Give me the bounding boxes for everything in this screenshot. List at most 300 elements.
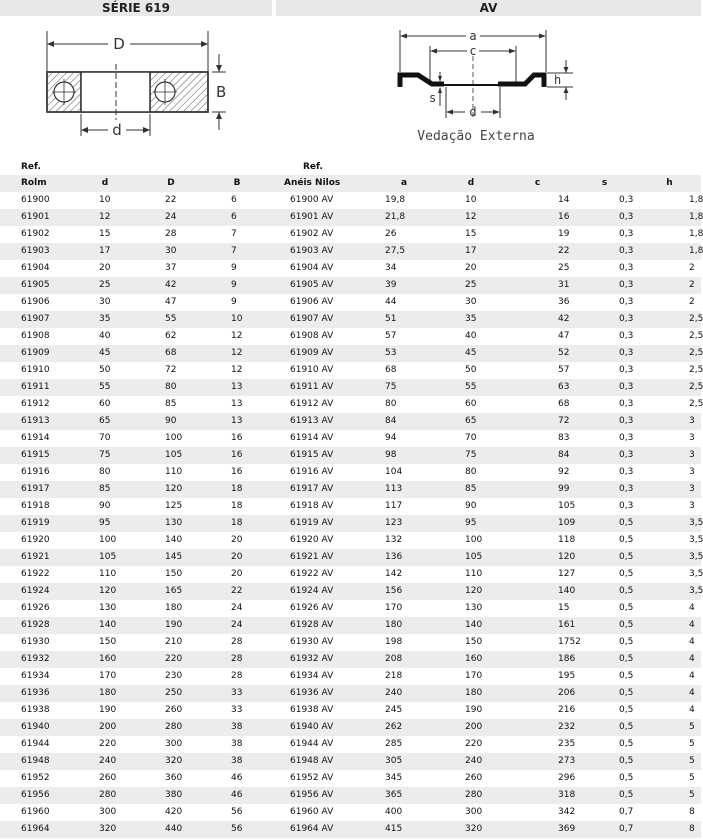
cell-a: 117 xyxy=(385,501,403,511)
cell-B: 13 xyxy=(231,416,243,426)
table-row xyxy=(0,736,701,753)
cell-d-seal: 150 xyxy=(465,637,483,647)
cell-a: 345 xyxy=(385,773,403,783)
cell-aneis-nilos: 61938 AV xyxy=(290,705,334,715)
cell-aneis-nilos: 61944 AV xyxy=(290,739,334,749)
cell-B: 16 xyxy=(231,467,243,477)
cell-aneis-nilos: 61960 AV xyxy=(290,807,334,817)
cell-c: 68 xyxy=(558,399,570,409)
cell-d-seal: 130 xyxy=(465,603,483,613)
cell-rolm: 61960 xyxy=(21,807,50,817)
cell-s: 0,3 xyxy=(619,246,634,256)
cell-rolm: 61905 xyxy=(21,280,50,290)
cell-aneis-nilos: 61952 AV xyxy=(290,773,334,783)
cell-aneis-nilos: 61907 AV xyxy=(290,314,334,324)
cell-B: 7 xyxy=(231,229,237,239)
table-row xyxy=(0,515,701,532)
cell-s: 0,3 xyxy=(619,365,634,375)
cell-B: 9 xyxy=(231,297,237,307)
cell-aneis-nilos: 61919 AV xyxy=(290,518,334,528)
cell-d: 50 xyxy=(99,365,111,375)
label-B: B xyxy=(216,83,227,101)
cell-a: 208 xyxy=(385,654,403,664)
cell-rolm: 61924 xyxy=(21,586,50,596)
cell-aneis-nilos: 61928 AV xyxy=(290,620,334,630)
col-header-B: B xyxy=(204,175,270,192)
cell-rolm: 61902 xyxy=(21,229,50,239)
cell-h: 5 xyxy=(689,756,695,766)
cell-a: 80 xyxy=(385,399,397,409)
table-row xyxy=(0,702,701,719)
cell-D: 420 xyxy=(165,807,183,817)
cell-h: 1,8 xyxy=(689,246,703,256)
cell-h: 2,5 xyxy=(689,348,703,358)
cell-h: 4 xyxy=(689,705,695,715)
cell-rolm: 61908 xyxy=(21,331,50,341)
cell-a: 27,5 xyxy=(385,246,406,256)
cell-c: 186 xyxy=(558,654,576,664)
cell-a: 53 xyxy=(385,348,397,358)
cell-B: 38 xyxy=(231,739,243,749)
table-row xyxy=(0,617,701,634)
cell-c: 1752 xyxy=(558,637,581,647)
cell-aneis-nilos: 61956 AV xyxy=(290,790,334,800)
cell-B: 16 xyxy=(231,433,243,443)
cell-D: 260 xyxy=(165,705,183,715)
cell-D: 42 xyxy=(165,280,177,290)
cell-D: 210 xyxy=(165,637,183,647)
cell-h: 4 xyxy=(689,637,695,647)
cell-d: 75 xyxy=(99,450,111,460)
cell-h: 5 xyxy=(689,739,695,749)
cell-B: 12 xyxy=(231,365,243,375)
cell-d: 95 xyxy=(99,518,111,528)
cell-d: 45 xyxy=(99,348,111,358)
cell-rolm: 61919 xyxy=(21,518,50,528)
cell-a: 240 xyxy=(385,688,403,698)
cell-B: 33 xyxy=(231,688,243,698)
cell-d-seal: 200 xyxy=(465,722,483,732)
cell-d-seal: 55 xyxy=(465,382,477,392)
cell-s: 0,5 xyxy=(619,620,634,630)
cell-a: 305 xyxy=(385,756,403,766)
cell-h: 8 xyxy=(689,807,695,817)
cell-aneis-nilos: 61932 AV xyxy=(290,654,334,664)
cell-d: 150 xyxy=(99,637,117,647)
cell-c: 140 xyxy=(558,586,576,596)
cell-B: 56 xyxy=(231,807,243,817)
cell-B: 9 xyxy=(231,280,237,290)
cell-aneis-nilos: 61920 AV xyxy=(290,535,334,545)
cell-aneis-nilos: 61913 AV xyxy=(290,416,334,426)
cell-aneis-nilos: 61901 AV xyxy=(290,212,334,222)
cell-a: 84 xyxy=(385,416,397,426)
cell-s: 0,3 xyxy=(619,501,634,511)
cell-a: 400 xyxy=(385,807,403,817)
cell-D: 150 xyxy=(165,569,183,579)
table-row xyxy=(0,345,701,362)
cell-rolm: 61936 xyxy=(21,688,50,698)
cell-d: 90 xyxy=(99,501,111,511)
cell-d-seal: 120 xyxy=(465,586,483,596)
cell-D: 22 xyxy=(165,195,177,205)
cell-d-seal: 180 xyxy=(465,688,483,698)
table-row xyxy=(0,651,701,668)
cell-a: 104 xyxy=(385,467,403,477)
cell-s: 0,3 xyxy=(619,433,634,443)
cell-D: 28 xyxy=(165,229,177,239)
cell-B: 18 xyxy=(231,501,243,511)
cell-rolm: 61901 xyxy=(21,212,50,222)
cell-D: 145 xyxy=(165,552,183,562)
cell-rolm: 61916 xyxy=(21,467,50,477)
cell-B: 46 xyxy=(231,790,243,800)
cell-h: 3 xyxy=(689,416,695,426)
cell-D: 68 xyxy=(165,348,177,358)
cell-d: 140 xyxy=(99,620,117,630)
table-row xyxy=(0,192,701,209)
cell-D: 190 xyxy=(165,620,183,630)
cell-B: 38 xyxy=(231,722,243,732)
cell-aneis-nilos: 61914 AV xyxy=(290,433,334,443)
cell-d: 85 xyxy=(99,484,111,494)
table-row xyxy=(0,685,701,702)
cell-s: 0,3 xyxy=(619,348,634,358)
cell-aneis-nilos: 61916 AV xyxy=(290,467,334,477)
cell-s: 0,3 xyxy=(619,382,634,392)
cell-d: 220 xyxy=(99,739,117,749)
cell-d-seal: 80 xyxy=(465,467,477,477)
cell-B: 24 xyxy=(231,620,243,630)
table-row xyxy=(0,821,701,838)
cell-d: 105 xyxy=(99,552,117,562)
cell-aneis-nilos: 61908 AV xyxy=(290,331,334,341)
cell-d: 320 xyxy=(99,824,117,834)
table-row xyxy=(0,362,701,379)
cell-d: 55 xyxy=(99,382,111,392)
cell-d: 110 xyxy=(99,569,117,579)
cell-B: 9 xyxy=(231,263,237,273)
cell-aneis-nilos: 61948 AV xyxy=(290,756,334,766)
cell-a: 75 xyxy=(385,382,397,392)
cell-d-seal: 240 xyxy=(465,756,483,766)
cell-c: 83 xyxy=(558,433,570,443)
cell-D: 300 xyxy=(165,739,183,749)
cell-d-seal: 75 xyxy=(465,450,477,460)
cell-h: 2 xyxy=(689,263,695,273)
cell-B: 13 xyxy=(231,382,243,392)
cell-c: 25 xyxy=(558,263,570,273)
table-group-header-row xyxy=(0,160,701,175)
cell-h: 2 xyxy=(689,297,695,307)
cell-aneis-nilos: 61903 AV xyxy=(290,246,334,256)
label-s: s xyxy=(429,91,437,105)
cell-aneis-nilos: 61930 AV xyxy=(290,637,334,647)
cell-D: 280 xyxy=(165,722,183,732)
cell-B: 18 xyxy=(231,518,243,528)
cell-D: 130 xyxy=(165,518,183,528)
cell-d-seal: 100 xyxy=(465,535,483,545)
table-row xyxy=(0,311,701,328)
cell-B: 10 xyxy=(231,314,243,324)
label-D: D xyxy=(113,35,125,53)
cell-s: 0,3 xyxy=(619,399,634,409)
cell-a: 142 xyxy=(385,569,403,579)
cell-rolm: 61938 xyxy=(21,705,50,715)
cell-d: 100 xyxy=(99,535,117,545)
cell-h: 3 xyxy=(689,484,695,494)
cell-B: 24 xyxy=(231,603,243,613)
table-row xyxy=(0,464,701,481)
table-row xyxy=(0,328,701,345)
cell-D: 100 xyxy=(165,433,183,443)
cell-h: 3 xyxy=(689,433,695,443)
table-row xyxy=(0,770,701,787)
seal-caption: Vedação Externa xyxy=(417,129,535,144)
cell-a: 262 xyxy=(385,722,403,732)
cell-s: 0,3 xyxy=(619,263,634,273)
cell-d: 240 xyxy=(99,756,117,766)
cell-d: 260 xyxy=(99,773,117,783)
cell-s: 0,3 xyxy=(619,280,634,290)
cell-d-seal: 160 xyxy=(465,654,483,664)
cell-d-seal: 12 xyxy=(465,212,477,222)
seal-diagram xyxy=(388,24,588,148)
cell-d-seal: 280 xyxy=(465,790,483,800)
cell-rolm: 61934 xyxy=(21,671,50,681)
cell-rolm: 61909 xyxy=(21,348,50,358)
cell-rolm: 61917 xyxy=(21,484,50,494)
cell-aneis-nilos: 61915 AV xyxy=(290,450,334,460)
cell-D: 62 xyxy=(165,331,177,341)
cell-a: 34 xyxy=(385,263,397,273)
cell-s: 0,3 xyxy=(619,229,634,239)
table-row xyxy=(0,804,701,821)
cell-D: 72 xyxy=(165,365,177,375)
cell-B: 46 xyxy=(231,773,243,783)
cell-c: 19 xyxy=(558,229,570,239)
cell-aneis-nilos: 61934 AV xyxy=(290,671,334,681)
cell-d: 15 xyxy=(99,229,111,239)
cell-s: 0,3 xyxy=(619,212,634,222)
cell-d-seal: 95 xyxy=(465,518,477,528)
cell-c: 216 xyxy=(558,705,576,715)
cell-s: 0,5 xyxy=(619,552,634,562)
cell-B: 22 xyxy=(231,586,243,596)
cell-h: 1,8 xyxy=(689,195,703,205)
cell-s: 0,5 xyxy=(619,654,634,664)
cell-c: 36 xyxy=(558,297,570,307)
cell-d: 65 xyxy=(99,416,111,426)
table-row xyxy=(0,719,701,736)
cell-B: 18 xyxy=(231,484,243,494)
cell-d: 190 xyxy=(99,705,117,715)
cell-h: 3 xyxy=(689,501,695,511)
cell-c: 161 xyxy=(558,620,576,630)
col-header-s: s xyxy=(571,175,638,192)
cell-h: 4 xyxy=(689,688,695,698)
cell-a: 98 xyxy=(385,450,397,460)
table-row xyxy=(0,498,701,515)
bearing-diagram xyxy=(30,24,230,148)
cell-d-seal: 300 xyxy=(465,807,483,817)
cell-d: 35 xyxy=(99,314,111,324)
cell-d: 17 xyxy=(99,246,111,256)
cell-c: 84 xyxy=(558,450,570,460)
cell-d: 70 xyxy=(99,433,111,443)
cell-c: 72 xyxy=(558,416,570,426)
cell-d: 170 xyxy=(99,671,117,681)
cell-D: 250 xyxy=(165,688,183,698)
cell-d-seal: 320 xyxy=(465,824,483,834)
cell-a: 19,8 xyxy=(385,195,406,205)
cell-d-seal: 260 xyxy=(465,773,483,783)
group-header-rolm: Ref. xyxy=(0,160,72,175)
cell-d-seal: 90 xyxy=(465,501,477,511)
col-header-D: D xyxy=(138,175,204,192)
cell-s: 0,5 xyxy=(619,518,634,528)
cell-D: 230 xyxy=(165,671,183,681)
cell-d-seal: 60 xyxy=(465,399,477,409)
table-row xyxy=(0,532,701,549)
cell-c: 120 xyxy=(558,552,576,562)
cell-s: 0,7 xyxy=(619,807,634,817)
cell-d: 10 xyxy=(99,195,111,205)
cell-c: 273 xyxy=(558,756,576,766)
cell-a: 68 xyxy=(385,365,397,375)
col-header-rolm: Rolm xyxy=(0,175,72,192)
label-c: c xyxy=(469,44,477,58)
cell-d-seal: 20 xyxy=(465,263,477,273)
cell-d: 60 xyxy=(99,399,111,409)
cell-d: 30 xyxy=(99,297,111,307)
cell-s: 0,5 xyxy=(619,722,634,732)
cell-d-seal: 140 xyxy=(465,620,483,630)
label-d-seal: d xyxy=(469,105,477,119)
cell-s: 0,5 xyxy=(619,705,634,715)
table-row xyxy=(0,447,701,464)
cell-c: 369 xyxy=(558,824,576,834)
cell-d: 300 xyxy=(99,807,117,817)
cell-a: 415 xyxy=(385,824,403,834)
table-row xyxy=(0,787,701,804)
cell-a: 39 xyxy=(385,280,397,290)
cell-B: 20 xyxy=(231,552,243,562)
cell-a: 44 xyxy=(385,297,397,307)
cell-D: 440 xyxy=(165,824,183,834)
cell-c: 232 xyxy=(558,722,576,732)
cell-c: 42 xyxy=(558,314,570,324)
cell-aneis-nilos: 61924 AV xyxy=(290,586,334,596)
cell-c: 206 xyxy=(558,688,576,698)
cell-d: 12 xyxy=(99,212,111,222)
cell-a: 245 xyxy=(385,705,403,715)
cell-c: 105 xyxy=(558,501,576,511)
cell-h: 5 xyxy=(689,722,695,732)
table-row xyxy=(0,634,701,651)
cell-c: 15 xyxy=(558,603,570,613)
cell-c: 99 xyxy=(558,484,570,494)
table-row xyxy=(0,277,701,294)
cell-s: 0,5 xyxy=(619,773,634,783)
cell-a: 198 xyxy=(385,637,403,647)
cell-a: 113 xyxy=(385,484,403,494)
cell-s: 0,3 xyxy=(619,467,634,477)
cell-D: 125 xyxy=(165,501,183,511)
cell-D: 37 xyxy=(165,263,177,273)
table-row xyxy=(0,583,701,600)
table-row xyxy=(0,379,701,396)
cell-a: 180 xyxy=(385,620,403,630)
table-row xyxy=(0,209,701,226)
cell-h: 4 xyxy=(689,654,695,664)
cell-D: 30 xyxy=(165,246,177,256)
col-header-d: d xyxy=(72,175,138,192)
cell-rolm: 61910 xyxy=(21,365,50,375)
cell-aneis-nilos: 61964 AV xyxy=(290,824,334,834)
cell-s: 0,5 xyxy=(619,569,634,579)
cell-B: 6 xyxy=(231,212,237,222)
cell-c: 63 xyxy=(558,382,570,392)
cell-D: 380 xyxy=(165,790,183,800)
cell-c: 109 xyxy=(558,518,576,528)
cell-d: 20 xyxy=(99,263,111,273)
cell-d-seal: 10 xyxy=(465,195,477,205)
cell-d-seal: 110 xyxy=(465,569,483,579)
cell-h: 1,8 xyxy=(689,229,703,239)
cell-rolm: 61926 xyxy=(21,603,50,613)
cell-rolm: 61915 xyxy=(21,450,50,460)
cell-c: 235 xyxy=(558,739,576,749)
cell-B: 33 xyxy=(231,705,243,715)
table-row xyxy=(0,430,701,447)
table-row xyxy=(0,481,701,498)
label-h: h xyxy=(554,73,562,87)
cell-D: 55 xyxy=(165,314,177,324)
cell-d: 80 xyxy=(99,467,111,477)
cell-B: 20 xyxy=(231,569,243,579)
cell-s: 0,5 xyxy=(619,671,634,681)
table-row xyxy=(0,668,701,685)
cell-D: 140 xyxy=(165,535,183,545)
table-row xyxy=(0,226,701,243)
cell-rolm: 61906 xyxy=(21,297,50,307)
col-header-c: c xyxy=(504,175,571,192)
serie-619-title: SÉRIE 619 xyxy=(0,0,272,16)
cell-c: 52 xyxy=(558,348,570,358)
cell-aneis-nilos: 61918 AV xyxy=(290,501,334,511)
cell-a: 156 xyxy=(385,586,403,596)
cell-a: 123 xyxy=(385,518,403,528)
cell-c: 31 xyxy=(558,280,570,290)
table-row xyxy=(0,413,701,430)
cell-rolm: 61948 xyxy=(21,756,50,766)
cell-h: 3,5 xyxy=(689,569,703,579)
cell-d-seal: 30 xyxy=(465,297,477,307)
cell-aneis-nilos: 61926 AV xyxy=(290,603,334,613)
cell-d-seal: 35 xyxy=(465,314,477,324)
table-row xyxy=(0,396,701,413)
cell-s: 0,5 xyxy=(619,688,634,698)
table-row xyxy=(0,600,701,617)
cell-rolm: 61903 xyxy=(21,246,50,256)
cell-d-seal: 85 xyxy=(465,484,477,494)
cell-h: 2 xyxy=(689,280,695,290)
cell-h: 3,5 xyxy=(689,586,703,596)
cell-c: 296 xyxy=(558,773,576,783)
cell-s: 0,3 xyxy=(619,484,634,494)
cell-D: 165 xyxy=(165,586,183,596)
